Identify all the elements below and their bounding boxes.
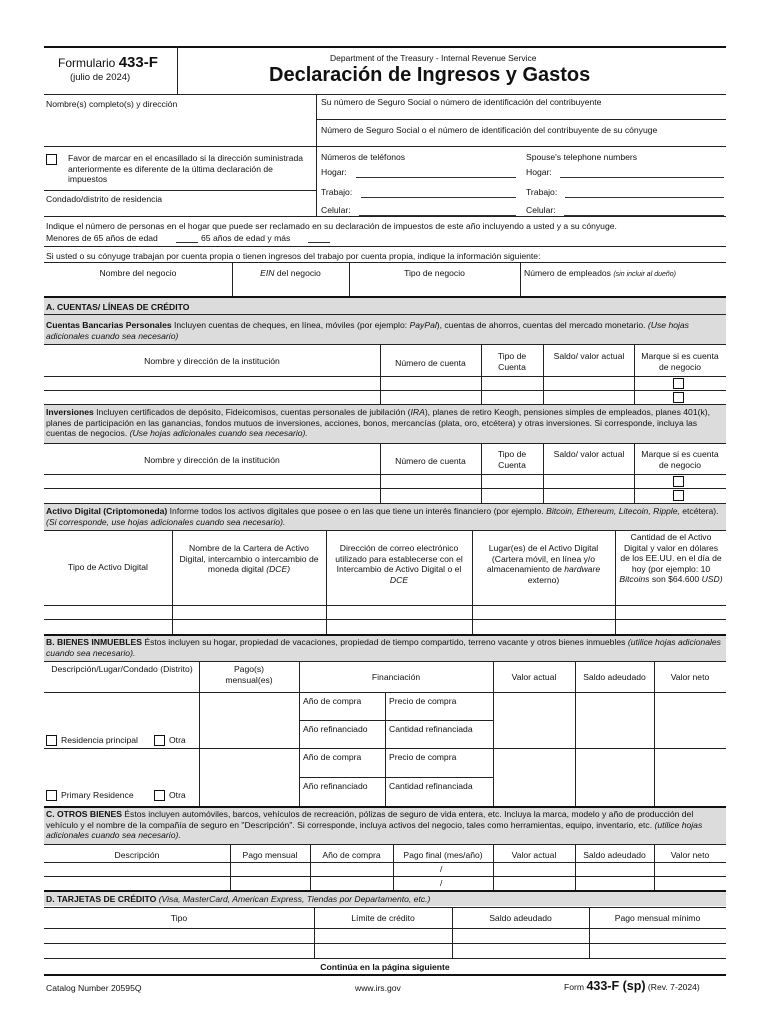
re-balance-header: Saldo adeudado: [583, 672, 646, 682]
oa-row-1-description[interactable]: [46, 864, 228, 875]
bank-business-header: Marque si es cuenta de negocio: [641, 351, 719, 372]
digital-assets-desc: Activo Digital (Criptomoneda) Informe todos los activos digitales que posee o en las que tiene un interés financiero (por ejemplo. Bitcoin, Ethereum, Litecoin, Ripple, etcétera). (Si corresponde, use hojas adicionales cuando sea necesario).: [46, 506, 719, 527]
county-field[interactable]: [46, 204, 312, 215]
address-changed-text: Favor de marcar en el encasillado si la dirección suministrada anteriormente es diferente de la última declaración de impuestos: [68, 153, 304, 185]
inv-row-1-business-checkbox[interactable]: [673, 476, 684, 487]
bank-balance-header: Saldo/ valor actual: [553, 351, 625, 361]
oa-equity-header: Valor neto: [670, 850, 710, 860]
re-financing-header: Financiación: [371, 672, 421, 682]
home-phone-label: Hogar:: [321, 167, 347, 177]
oa-balance-header: Saldo adeudado: [583, 850, 646, 860]
business-employees-field[interactable]: [522, 280, 724, 294]
re1-price-label: Precio de compra: [389, 696, 457, 706]
name-address-field[interactable]: [46, 112, 312, 142]
section-d-title: D. TARJETAS DE CRÉDITO (Visa, MasterCard, American Express, Tiendas por Departamento, etc.): [46, 894, 431, 904]
bank-row-2-business-checkbox[interactable]: [673, 392, 684, 403]
re1-year-refi-label: Año refinanciado: [303, 724, 368, 734]
business-intro: Si usted o su cónyuge trabajan por cuenta propia o tienen ingresos del trabajo por cuenta propia, indique la información siguiente:: [46, 251, 541, 261]
re2-primary-checkbox[interactable]: [46, 790, 57, 801]
work-phone-label: Trabajo:: [321, 187, 353, 197]
bank-accounts-desc: Cuentas Bancarias Personales Incluyen cuentas de cheques, en línea, móviles (por ejemplo: PayPal), cuentas de ahorros, cuentas del mercado monetario. (Use hojas adicionales cuando sea necesario): [46, 320, 689, 341]
dig-wallet-header: Nombre de la Cartera de Activo Digital, intercambio o intercambio de moneda digital (DCE): [179, 543, 319, 575]
cc-balance-header: Saldo adeudado: [489, 913, 552, 923]
form-label: Formulario 433-F: [58, 54, 158, 71]
form-revision: Form 433-F (sp) (Rev. 7-2024): [564, 979, 700, 993]
address-changed-checkbox[interactable]: [46, 154, 57, 165]
re2-other-checkbox[interactable]: [154, 790, 165, 801]
spouse-home-field[interactable]: [560, 177, 724, 178]
form-title: Declaración de Ingresos y Gastos: [269, 64, 591, 86]
oa-row-1-slash: /: [440, 864, 443, 874]
agency-name: Department of the Treasury - Internal Revenue Service: [330, 53, 537, 63]
re1-primary-label: Residencia principal: [61, 735, 138, 745]
cc-row-1-type[interactable]: [46, 930, 312, 942]
spouse-work-label: Trabajo:: [526, 187, 558, 197]
over-65-field[interactable]: [308, 242, 330, 243]
over-65-label: 65 años de edad y más: [201, 233, 291, 243]
inv-inst-header: Nombre y dirección de la institución: [144, 455, 280, 465]
spouse-ssn-field[interactable]: [320, 136, 724, 146]
dig-amount-header: Cantidad de el Activo Digital y valor en dólares de los EE.UU. en el día de hoy (por ejemplo: 10 Bitcoins son $64.600 USD): [619, 532, 723, 585]
phones-label: Números de teléfonos: [321, 152, 406, 162]
business-employees-header: Número de empleados (sin incluir al dueño): [524, 268, 676, 278]
re1-refi-amount-label: Cantidad refinanciada: [389, 724, 473, 734]
investments-desc: Inversiones Incluyen certificados de depósito, Fideicomisos, cuentas personales de jubilación (IRA), planes de retiro Keogh, pensiones simples de empleados, planes 401(k), planes de participación en las ganancias, fondos mutuos de inversiones, acciones, bonos, mercancías (plata, oro, etcétera) y otras inversiones. Si corresponde, incluya las cuentas de negocios. (Use hojas adicionales cuando sea necesario).: [46, 407, 711, 439]
business-name-header: Nombre del negocio: [99, 268, 177, 278]
dig-type-header: Tipo de Activo Digital: [68, 562, 148, 572]
section-c-desc: C. OTROS BIENES Éstos incluyen automóviles, barcos, vehículos de recreación, pólizas de seguro de vida entera, etc. Incluya la marca, modelo y año de producción del vehículo y el nombre de la compañía de seguro en "Descripción". Si corresponde, incluya activos del negocio, tales como herramientas, equipo, inventario, etc. (utilice hojas adicionales cuando sea necesario).: [46, 809, 703, 841]
re-value-header: Valor actual: [511, 672, 557, 682]
oa-desc-header: Descripción: [114, 850, 160, 860]
bank-type-header: Tipo de Cuenta: [497, 351, 527, 372]
re-equity-header: Valor neto: [670, 672, 710, 682]
section-b-desc: B. BIENES INMUEBLES Éstos incluyen su hogar, propiedad de vacaciones, propiedad de tiempo compartido, terreno vacante y otros bienes inmuebles (utilice hojas adicionales cuando sea necesario).: [46, 637, 721, 658]
re2-other-label: Otra: [169, 790, 186, 800]
form-page: [44, 46, 726, 993]
business-name-field[interactable]: [46, 280, 230, 294]
dig-row-2-type[interactable]: [46, 621, 170, 632]
under-65-field[interactable]: [176, 242, 198, 243]
re-payment-header: Pago(s) mensual(es): [225, 664, 273, 685]
under-65-label: Menores de 65 años de edad: [46, 233, 158, 243]
ssn-label: Su número de Seguro Social o número de identificación del contribuyente: [321, 97, 602, 107]
home-phone-field[interactable]: [356, 177, 516, 178]
continue-note: Continúa en la página siguiente: [320, 962, 450, 972]
re1-year-bought-label: Año de compra: [303, 696, 362, 706]
inv-row-1-institution[interactable]: [46, 476, 378, 487]
inv-acct-header: Número de cuenta: [395, 456, 466, 466]
dig-location-header: Lugar(es) de el Activo Digital (Cartera móvil, en línea y/o almacenamiento de hardware externo): [486, 543, 601, 585]
work-phone-field[interactable]: [361, 197, 516, 198]
catalog-number: Catalog Number 20595Q: [46, 983, 142, 993]
re1-primary-checkbox[interactable]: [46, 735, 57, 746]
inv-row-2-business-checkbox[interactable]: [673, 490, 684, 501]
spouse-phones-label: Spouse's telephone numbers: [526, 152, 638, 162]
dig-email-header: Dirección de correo electrónico utilizado para establecerse con el Intercambio de Activo Digital o el DCE: [335, 543, 463, 585]
business-type-header: Tipo de negocio: [404, 268, 465, 278]
re-desc-header: Descripción/Lugar/Condado (Distrito): [51, 664, 193, 674]
oa-value-header: Valor actual: [511, 850, 557, 860]
oa-year-header: Año de compra: [322, 850, 381, 860]
inv-type-header: Tipo de Cuenta: [497, 449, 527, 470]
bank-row-2-institution[interactable]: [46, 392, 378, 403]
business-type-field[interactable]: [351, 280, 518, 294]
bank-acct-header: Número de cuenta: [395, 358, 466, 368]
re1-other-label: Otra: [169, 735, 186, 745]
re1-other-checkbox[interactable]: [154, 735, 165, 746]
spouse-ssn-label: Número de Seguro Social o el número de identificación del contribuyente de su cónyuge: [321, 125, 658, 135]
spouse-home-label: Hogar:: [526, 167, 552, 177]
name-label: Nombre(s) completo(s) y dirección: [46, 99, 178, 109]
dig-row-1-type[interactable]: [46, 607, 170, 618]
oa-row-2-slash: /: [440, 878, 443, 888]
oa-final-header: Pago final (mes/año): [403, 850, 483, 860]
re2-refi-amount-label: Cantidad refinanciada: [389, 781, 473, 791]
county-label: Condado/distrito de residencia: [46, 194, 163, 204]
spouse-cell-label: Celular:: [526, 205, 556, 215]
cell-phone-label: Celular:: [321, 205, 351, 215]
business-ein-header: EIN del negocio: [260, 268, 321, 278]
top-rule: [44, 46, 726, 48]
bank-inst-header: Nombre y dirección de la institución: [144, 356, 280, 366]
irs-website: www.irs.gov: [355, 983, 401, 993]
oa-row-2-description[interactable]: [46, 878, 228, 889]
re2-primary-label: Primary Residence: [61, 790, 134, 800]
re2-year-bought-label: Año de compra: [303, 752, 362, 762]
oa-payment-header: Pago mensual: [242, 850, 298, 860]
re2-price-label: Precio de compra: [389, 752, 457, 762]
bank-row-1-institution[interactable]: [46, 378, 378, 389]
household-text: Indique el número de personas en el hogar que puede ser reclamado en su declaración de impuestos de este año incluyendo a usted y a su cónyuge.: [46, 221, 617, 231]
cc-type-header: Tipo: [170, 913, 188, 923]
business-ein-field[interactable]: [234, 280, 347, 294]
form-date: (julio de 2024): [70, 72, 131, 83]
cc-min-payment-header: Pago mensual mínimo: [614, 913, 701, 923]
spouse-work-field[interactable]: [565, 197, 724, 198]
cc-row-2-type[interactable]: [46, 945, 312, 957]
inv-balance-header: Saldo/ valor actual: [553, 449, 625, 459]
re2-year-refi-label: Año refinanciado: [303, 781, 368, 791]
bank-row-1-business-checkbox[interactable]: [673, 378, 684, 389]
section-a-title: A. CUENTAS/ LÍNEAS DE CRÉDITO: [46, 302, 190, 312]
inv-business-header: Marque si es cuenta de negocio: [641, 449, 719, 470]
cc-limit-header: Límite de crédito: [351, 913, 415, 923]
inv-row-2-institution[interactable]: [46, 490, 378, 501]
